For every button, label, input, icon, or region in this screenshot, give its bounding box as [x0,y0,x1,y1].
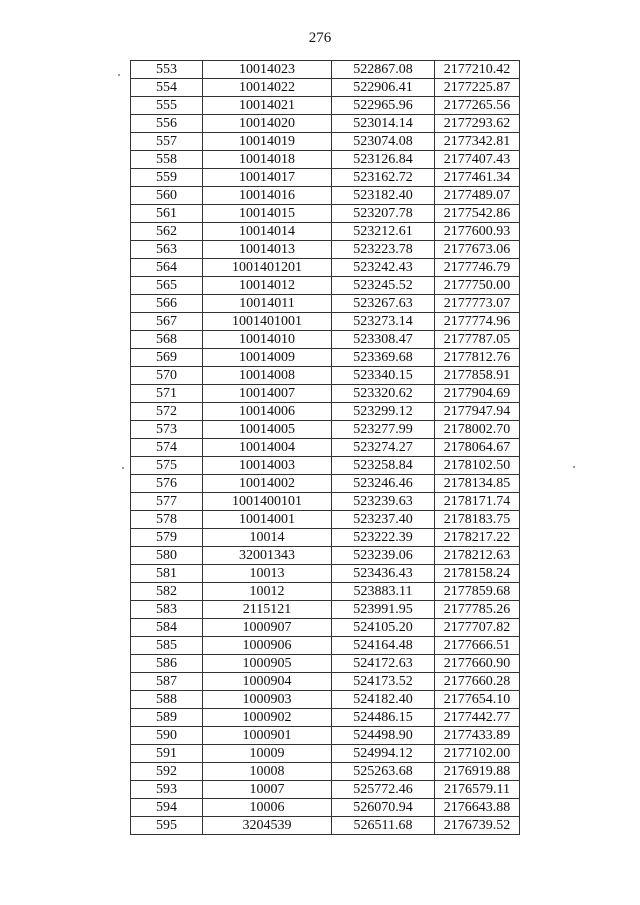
point-id-cell: 1000905 [203,655,332,673]
y-coordinate-cell: 2176643.88 [435,799,520,817]
table-row [131,169,520,187]
y-coordinate-cell: 2178183.75 [435,511,520,529]
table-row [131,583,520,601]
y-coordinate-cell: 2177660.28 [435,673,520,691]
table-row [131,277,520,295]
y-coordinate-cell: 2177947.94 [435,403,520,421]
point-number-cell: 563 [131,241,203,259]
point-number-cell: 564 [131,259,203,277]
x-coordinate-cell: 524172.63 [332,655,435,673]
table-row [131,745,520,763]
y-coordinate-cell: 2178134.85 [435,475,520,493]
table-row [131,457,520,475]
y-coordinate-cell: 2177293.62 [435,115,520,133]
x-coordinate-cell: 523436.43 [332,565,435,583]
x-coordinate-cell: 522906.41 [332,79,435,97]
point-id-cell: 10014006 [203,403,332,421]
point-id-cell: 10014 [203,529,332,547]
point-id-cell: 10014007 [203,385,332,403]
point-id-cell: 10014010 [203,331,332,349]
point-id-cell: 10014001 [203,511,332,529]
y-coordinate-cell: 2177859.68 [435,583,520,601]
point-id-cell: 10014014 [203,223,332,241]
x-coordinate-cell: 523308.47 [332,331,435,349]
x-coordinate-cell: 523223.78 [332,241,435,259]
table-row [131,115,520,133]
table-row [131,817,520,835]
table-row [131,349,520,367]
x-coordinate-cell: 523274.27 [332,439,435,457]
point-id-cell: 1000904 [203,673,332,691]
point-id-cell: 1001401001 [203,313,332,331]
point-number-cell: 575 [131,457,203,475]
table-row [131,97,520,115]
y-coordinate-cell: 2176579.11 [435,781,520,799]
y-coordinate-cell: 2177660.90 [435,655,520,673]
coordinates-table-body [131,61,520,835]
y-coordinate-cell: 2177225.87 [435,79,520,97]
point-number-cell: 556 [131,115,203,133]
point-id-cell: 10014011 [203,295,332,313]
table-row [131,493,520,511]
table-row [131,133,520,151]
scan-speck [118,74,120,76]
table-row [131,331,520,349]
point-number-cell: 594 [131,799,203,817]
point-number-cell: 561 [131,205,203,223]
point-number-cell: 572 [131,403,203,421]
point-number-cell: 568 [131,331,203,349]
y-coordinate-cell: 2177673.06 [435,241,520,259]
x-coordinate-cell: 523126.84 [332,151,435,169]
point-number-cell: 557 [131,133,203,151]
y-coordinate-cell: 2177102.00 [435,745,520,763]
point-number-cell: 574 [131,439,203,457]
table-row [131,421,520,439]
y-coordinate-cell: 2177461.34 [435,169,520,187]
page-number: 276 [308,30,332,46]
point-number-cell: 555 [131,97,203,115]
point-number-cell: 587 [131,673,203,691]
table-row [131,691,520,709]
x-coordinate-cell: 523014.14 [332,115,435,133]
table-row [131,295,520,313]
table-row [131,313,520,331]
point-number-cell: 559 [131,169,203,187]
x-coordinate-cell: 523239.63 [332,493,435,511]
point-number-cell: 583 [131,601,203,619]
y-coordinate-cell: 2178158.24 [435,565,520,583]
x-coordinate-cell: 523246.46 [332,475,435,493]
point-id-cell: 10009 [203,745,332,763]
point-id-cell: 10013 [203,565,332,583]
x-coordinate-cell: 523258.84 [332,457,435,475]
x-coordinate-cell: 523320.62 [332,385,435,403]
x-coordinate-cell: 523212.61 [332,223,435,241]
x-coordinate-cell: 524498.90 [332,727,435,745]
y-coordinate-cell: 2177342.81 [435,133,520,151]
y-coordinate-cell: 2177787.05 [435,331,520,349]
point-number-cell: 565 [131,277,203,295]
point-number-cell: 579 [131,529,203,547]
point-id-cell: 1001400101 [203,493,332,511]
x-coordinate-cell: 525772.46 [332,781,435,799]
x-coordinate-cell: 526511.68 [332,817,435,835]
table-row [131,709,520,727]
x-coordinate-cell: 523991.95 [332,601,435,619]
point-number-cell: 581 [131,565,203,583]
table-row [131,475,520,493]
table-row [131,187,520,205]
y-coordinate-cell: 2177442.77 [435,709,520,727]
point-id-cell: 10014021 [203,97,332,115]
point-id-cell: 10014012 [203,277,332,295]
point-id-cell: 3204539 [203,817,332,835]
x-coordinate-cell: 523340.15 [332,367,435,385]
point-id-cell: 10014023 [203,61,332,79]
point-number-cell: 553 [131,61,203,79]
table-row [131,529,520,547]
x-coordinate-cell: 523883.11 [332,583,435,601]
point-number-cell: 584 [131,619,203,637]
point-number-cell: 588 [131,691,203,709]
point-id-cell: 1000902 [203,709,332,727]
table-row [131,655,520,673]
point-id-cell: 10014005 [203,421,332,439]
point-number-cell: 590 [131,727,203,745]
y-coordinate-cell: 2177654.10 [435,691,520,709]
point-id-cell: 10014008 [203,367,332,385]
y-coordinate-cell: 2177542.86 [435,205,520,223]
point-number-cell: 580 [131,547,203,565]
point-number-cell: 578 [131,511,203,529]
table-row [131,367,520,385]
point-id-cell: 10014016 [203,187,332,205]
x-coordinate-cell: 526070.94 [332,799,435,817]
y-coordinate-cell: 2177407.43 [435,151,520,169]
y-coordinate-cell: 2177666.51 [435,637,520,655]
x-coordinate-cell: 524164.48 [332,637,435,655]
x-coordinate-cell: 523273.14 [332,313,435,331]
point-number-cell: 570 [131,367,203,385]
point-number-cell: 566 [131,295,203,313]
point-id-cell: 10014020 [203,115,332,133]
point-id-cell: 10014003 [203,457,332,475]
point-number-cell: 586 [131,655,203,673]
point-id-cell: 1000901 [203,727,332,745]
point-id-cell: 1001401201 [203,259,332,277]
y-coordinate-cell: 2177774.96 [435,313,520,331]
point-id-cell: 10006 [203,799,332,817]
table-row [131,241,520,259]
table-row [131,385,520,403]
x-coordinate-cell: 525263.68 [332,763,435,781]
x-coordinate-cell: 523162.72 [332,169,435,187]
y-coordinate-cell: 2176919.88 [435,763,520,781]
table-row [131,547,520,565]
y-coordinate-cell: 2177904.69 [435,385,520,403]
point-id-cell: 10008 [203,763,332,781]
x-coordinate-cell: 523267.63 [332,295,435,313]
y-coordinate-cell: 2178002.70 [435,421,520,439]
y-coordinate-cell: 2177773.07 [435,295,520,313]
y-coordinate-cell: 2177210.42 [435,61,520,79]
table-row [131,61,520,79]
x-coordinate-cell: 523182.40 [332,187,435,205]
point-number-cell: 591 [131,745,203,763]
point-number-cell: 595 [131,817,203,835]
y-coordinate-cell: 2177785.26 [435,601,520,619]
table-row [131,151,520,169]
x-coordinate-cell: 522965.96 [332,97,435,115]
table-row [131,439,520,457]
y-coordinate-cell: 2177750.00 [435,277,520,295]
table-row [131,223,520,241]
table-row [131,619,520,637]
table-row [131,799,520,817]
point-id-cell: 10014022 [203,79,332,97]
point-id-cell: 10014004 [203,439,332,457]
y-coordinate-cell: 2177489.07 [435,187,520,205]
point-number-cell: 571 [131,385,203,403]
x-coordinate-cell: 524182.40 [332,691,435,709]
point-number-cell: 577 [131,493,203,511]
x-coordinate-cell: 523299.12 [332,403,435,421]
table-row [131,601,520,619]
scan-speck [122,467,124,469]
x-coordinate-cell: 523277.99 [332,421,435,439]
point-id-cell: 10014002 [203,475,332,493]
y-coordinate-cell: 2178102.50 [435,457,520,475]
x-coordinate-cell: 524486.15 [332,709,435,727]
x-coordinate-cell: 523237.40 [332,511,435,529]
point-id-cell: 10014009 [203,349,332,367]
x-coordinate-cell: 523369.68 [332,349,435,367]
x-coordinate-cell: 523245.52 [332,277,435,295]
table-row [131,205,520,223]
point-id-cell: 1000907 [203,619,332,637]
point-id-cell: 10014017 [203,169,332,187]
y-coordinate-cell: 2177707.82 [435,619,520,637]
coordinates-table [130,60,520,835]
point-number-cell: 573 [131,421,203,439]
table-row [131,727,520,745]
x-coordinate-cell: 523242.43 [332,259,435,277]
y-coordinate-cell: 2178064.67 [435,439,520,457]
x-coordinate-cell: 524994.12 [332,745,435,763]
point-number-cell: 576 [131,475,203,493]
y-coordinate-cell: 2176739.52 [435,817,520,835]
table-row [131,781,520,799]
table-row [131,79,520,97]
x-coordinate-cell: 523207.78 [332,205,435,223]
y-coordinate-cell: 2177433.89 [435,727,520,745]
table-row [131,673,520,691]
point-id-cell: 2115121 [203,601,332,619]
y-coordinate-cell: 2177746.79 [435,259,520,277]
point-id-cell: 10014015 [203,205,332,223]
y-coordinate-cell: 2177858.91 [435,367,520,385]
x-coordinate-cell: 524173.52 [332,673,435,691]
point-number-cell: 592 [131,763,203,781]
point-id-cell: 10012 [203,583,332,601]
point-number-cell: 582 [131,583,203,601]
y-coordinate-cell: 2177600.93 [435,223,520,241]
x-coordinate-cell: 523074.08 [332,133,435,151]
point-number-cell: 562 [131,223,203,241]
y-coordinate-cell: 2178212.63 [435,547,520,565]
point-id-cell: 32001343 [203,547,332,565]
table-row [131,763,520,781]
point-number-cell: 585 [131,637,203,655]
table-row [131,637,520,655]
point-number-cell: 554 [131,79,203,97]
x-coordinate-cell: 524105.20 [332,619,435,637]
y-coordinate-cell: 2177812.76 [435,349,520,367]
point-number-cell: 569 [131,349,203,367]
point-id-cell: 10007 [203,781,332,799]
y-coordinate-cell: 2177265.56 [435,97,520,115]
y-coordinate-cell: 2178217.22 [435,529,520,547]
x-coordinate-cell: 523239.06 [332,547,435,565]
table-row [131,511,520,529]
scan-speck [573,466,575,468]
table-row [131,403,520,421]
point-number-cell: 558 [131,151,203,169]
table-row [131,259,520,277]
point-id-cell: 1000906 [203,637,332,655]
point-id-cell: 10014013 [203,241,332,259]
x-coordinate-cell: 522867.08 [332,61,435,79]
point-number-cell: 560 [131,187,203,205]
point-id-cell: 10014019 [203,133,332,151]
table-row [131,565,520,583]
point-id-cell: 10014018 [203,151,332,169]
y-coordinate-cell: 2178171.74 [435,493,520,511]
point-number-cell: 593 [131,781,203,799]
point-number-cell: 589 [131,709,203,727]
point-number-cell: 567 [131,313,203,331]
x-coordinate-cell: 523222.39 [332,529,435,547]
point-id-cell: 1000903 [203,691,332,709]
